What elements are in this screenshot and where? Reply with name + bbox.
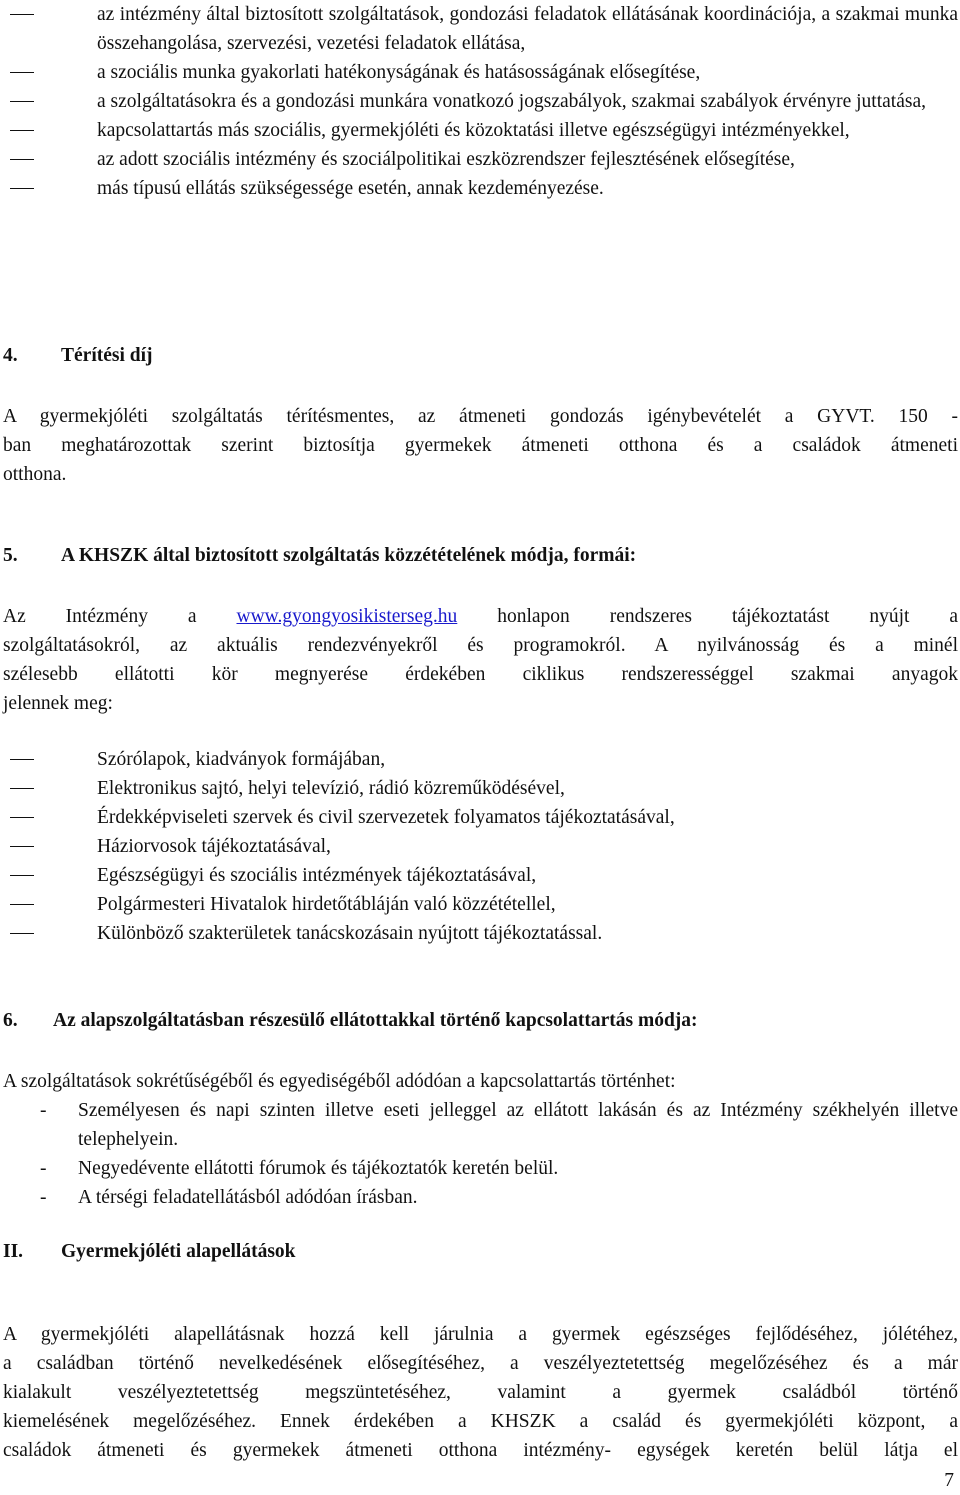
section-ii-heading	[3, 1237, 296, 1266]
dash-bullet	[10, 846, 34, 847]
section-title: Térítési díj	[61, 345, 153, 366]
list-item: a szolgáltatásokra és a gondozási munkára vonatkozó jogszabályok, szakmai szabályok érvényre juttatása,	[0, 87, 960, 116]
section-6-heading	[3, 1006, 698, 1035]
section-4-paragraph: A gyermekjóléti szolgáltatás térítésmentes, az átmeneti gondozás igénybevételét a GYVT. 150 - ban meghatározottak szerint biztosítja gyermekek átmeneti otthona és a családok átmeneti otthona.	[3, 406, 958, 485]
dash-bullet	[10, 875, 34, 876]
hyphen-bullet: -	[40, 1187, 47, 1208]
list-item: Különböző szakterületek tanácskozásain nyújtott tájékoztatással.	[0, 919, 960, 948]
dash-bullet	[10, 904, 34, 905]
publication-forms-list	[0, 745, 960, 948]
dash-bullet	[10, 188, 34, 189]
section-title: A KHSZK által biztosított szolgáltatás közzétételének módja, formái:	[61, 545, 637, 566]
section-title: Gyermekjóléti alapellátások	[61, 1241, 296, 1262]
dash-bullet	[10, 759, 34, 760]
list-item: - Személyesen és napi szinten illetve eseti jelleggel az ellátott lakásán és az Intézmény székhelyén illetve telephelyein.	[0, 1096, 960, 1154]
website-link[interactable]: www.gyongyosikisterseg.hu	[236, 606, 458, 627]
list-item: - Negyedévente ellátotti fórumok és tájékoztatók keretén belül.	[0, 1154, 960, 1183]
list-item: Elektronikus sajtó, helyi televízió, rádió közreműködésével,	[0, 774, 960, 803]
contact-methods-list	[0, 1096, 960, 1212]
dash-bullet	[10, 817, 34, 818]
list-item: Érdekképviseleti szervek és civil szervezetek folyamatos tájékoztatásával,	[0, 803, 960, 832]
list-item: kapcsolattartás más szociális, gyermekjóléti és közoktatási illetve egészségügyi intézményekkel,	[0, 116, 960, 145]
section-number: 4.	[3, 345, 18, 366]
list-item: más típusú ellátás szükségessége esetén, annak kezdeményezése.	[0, 174, 960, 203]
section-ii-paragraph: A gyermekjóléti alapellátásnak hozzá kell járulnia a gyermek egészséges fejlődéséhez, jólétéhez, a családban történő nevelkedésének elősegítéséhez, a veszélyeztetettség megelőzéséhez és a már kialakult veszélyeztetettség megszüntetéséhez, valamint a gyermek családból történő kiemelésének megelőzéséhez. Ennek érdekében a KHSZK a család és gyermekjóléti központ, a családok átmeneti és gyermekek átmeneti otthona intézmény- egységek keretén belül látja el	[3, 1324, 958, 1461]
dash-bullet	[10, 788, 34, 789]
dash-bullet	[10, 933, 34, 934]
section-5-heading	[3, 541, 636, 570]
list-item: - A térségi feladatellátásból adódóan írásban.	[0, 1183, 960, 1212]
tasks-list	[0, 0, 960, 203]
dash-bullet	[10, 14, 34, 15]
dash-bullet	[10, 72, 34, 73]
section-4-heading	[3, 341, 153, 370]
section-5-paragraph: Az Intézmény a www.gyongyosikisterseg.hu honlapon rendszeres tájékoztatást nyújt a szolgáltatásokról, az aktuális rendezvényekről és programokról. A nyilvánosság és a minél szélesebb ellátotti kör megnyerése érdekében ciklikus rendszerességgel szakmai anyagok jelennek meg:	[3, 606, 959, 714]
list-item: az adott szociális intézmény és szociálpolitikai eszközrendszer fejlesztésének elősegítése,	[0, 145, 960, 174]
dash-bullet	[10, 130, 34, 131]
section-title: Az alapszolgáltatásban részesülő ellátottakkal történő kapcsolattartás módja:	[53, 1010, 698, 1031]
list-item: Egészségügyi és szociális intézmények tájékoztatásával,	[0, 861, 960, 890]
list-item: az intézmény által biztosított szolgáltatások, gondozási feladatok ellátásának koordinációja, a szakmai munka összehangolása, szervezési, vezetési feladatok ellátása,	[0, 0, 960, 58]
list-item: Háziorvosok tájékoztatásával,	[0, 832, 960, 861]
section-number: II.	[3, 1241, 24, 1262]
section-number: 5.	[3, 545, 18, 566]
list-item: a szociális munka gyakorlati hatékonyságának és hatásosságának elősegítése,	[0, 58, 960, 87]
section-6-intro: A szolgáltatások sokrétűségéből és egyediségéből adódóan a kapcsolattartás történhet:	[3, 1071, 676, 1092]
section-number: 6.	[3, 1010, 18, 1031]
list-item: Szórólapok, kiadványok formájában,	[0, 745, 960, 774]
dash-bullet	[10, 159, 34, 160]
dash-bullet	[10, 101, 34, 102]
list-item: Polgármesteri Hivatalok hirdetőtábláján való közzététellel,	[0, 890, 960, 919]
hyphen-bullet: -	[40, 1158, 47, 1179]
hyphen-bullet: -	[40, 1100, 47, 1121]
page-number: 7	[944, 1470, 954, 1491]
